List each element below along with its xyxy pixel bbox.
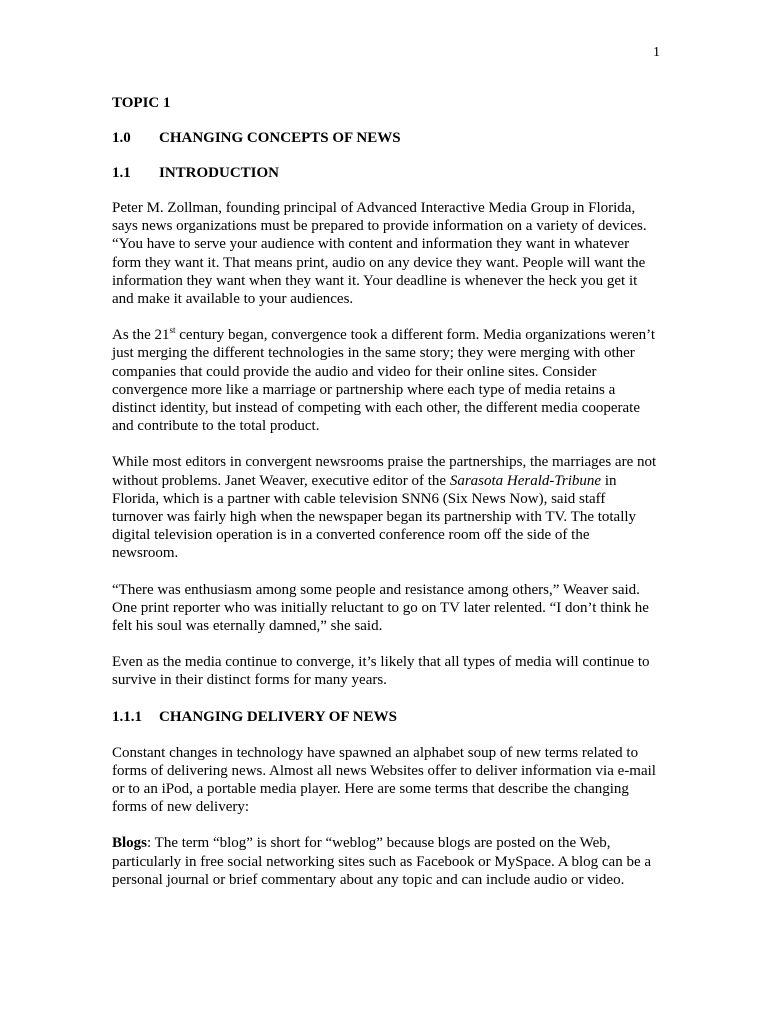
term-label: Blogs <box>112 835 148 852</box>
topic-heading: TOPIC 1 <box>112 95 171 111</box>
section-number: 1.1.1 <box>112 708 142 725</box>
section-heading-1-0 <box>112 129 657 147</box>
page-content <box>112 94 657 907</box>
paragraph-newsrooms <box>112 453 657 562</box>
section-heading-1-1 <box>112 164 657 182</box>
newspaper-title: Sarasota Herald-Tribune <box>449 472 602 489</box>
paragraph-quote: “There was enthusiasm among some people and resistance among others,” Weaver said. One print reporter who was initially reluctant to go on TV later relented. “I don’t think he felt his soul was eternally damned,” she said. <box>112 581 649 635</box>
section-number: 1.0 <box>112 130 131 146</box>
paragraph-convergence <box>112 326 657 435</box>
term-definition: : The term “blog” is short for “weblog” because blogs are posted on the Web, particularly in free social networking sites such as Facebook or MySpace. A blog can be a personal journal or brief commentary about any topic and can include audio or video. <box>112 835 652 888</box>
text-run: century began, convergence took a different form. Media organizations weren’t just merging the different technologies in the same story; they were merging with other companies that could provide the audio and video for their online sites. Consider convergence more like a marriage or partnership where each type of media retains a distinct identity, but instead of competing with each other, the different media cooperate and contribute to the total product. <box>112 327 656 435</box>
section-heading-1-1-1 <box>112 708 657 726</box>
section-title: INTRODUCTION <box>159 165 280 181</box>
text-run: While most editors in convergent newsrooms praise the partnerships, the marriages are not without problems. Janet Weaver, executive editor of the <box>112 454 657 489</box>
section-number: 1.1 <box>112 165 131 181</box>
paragraph-zollman: Peter M. Zollman, founding principal of Advanced Interactive Media Group in Florida, says news organizations must be prepared to provide information on a variety of devices. “You have to serve your audience with content and information they want in whatever form they want it. That means print, audio on any device they want. People will want the information they want when they want it. Your deadline is whenever the heck you get it and make it available to your audiences. <box>112 200 647 308</box>
paragraph-technology: Constant changes in technology have spawned an alphabet soup of new terms related to forms of delivering news. Almost all news Websites offer to deliver information via e-mail or to an iPod, a portable media player. Here are some terms that describe the changing forms of new delivery: <box>112 744 656 816</box>
section-title: CHANGING CONCEPTS OF NEWS <box>159 130 401 146</box>
page-number: 1 <box>653 45 660 60</box>
section-title: CHANGING DELIVERY OF NEWS <box>159 708 397 725</box>
text-run: As the 21 <box>112 327 170 344</box>
text-run: in Florida, which is a partner with cable television SNN6 (Six News Now), said staff turnover was fairly high when the newspaper began its partnership with TV. The totally digital television operation is in a converted conference room off the side of the newsroom. <box>112 472 637 562</box>
paragraph-blogs <box>112 834 657 889</box>
paragraph-converge: Even as the media continue to converge, it’s likely that all types of media will continue to survive in their distinct forms for many years. <box>112 654 650 689</box>
superscript: st <box>169 325 176 336</box>
